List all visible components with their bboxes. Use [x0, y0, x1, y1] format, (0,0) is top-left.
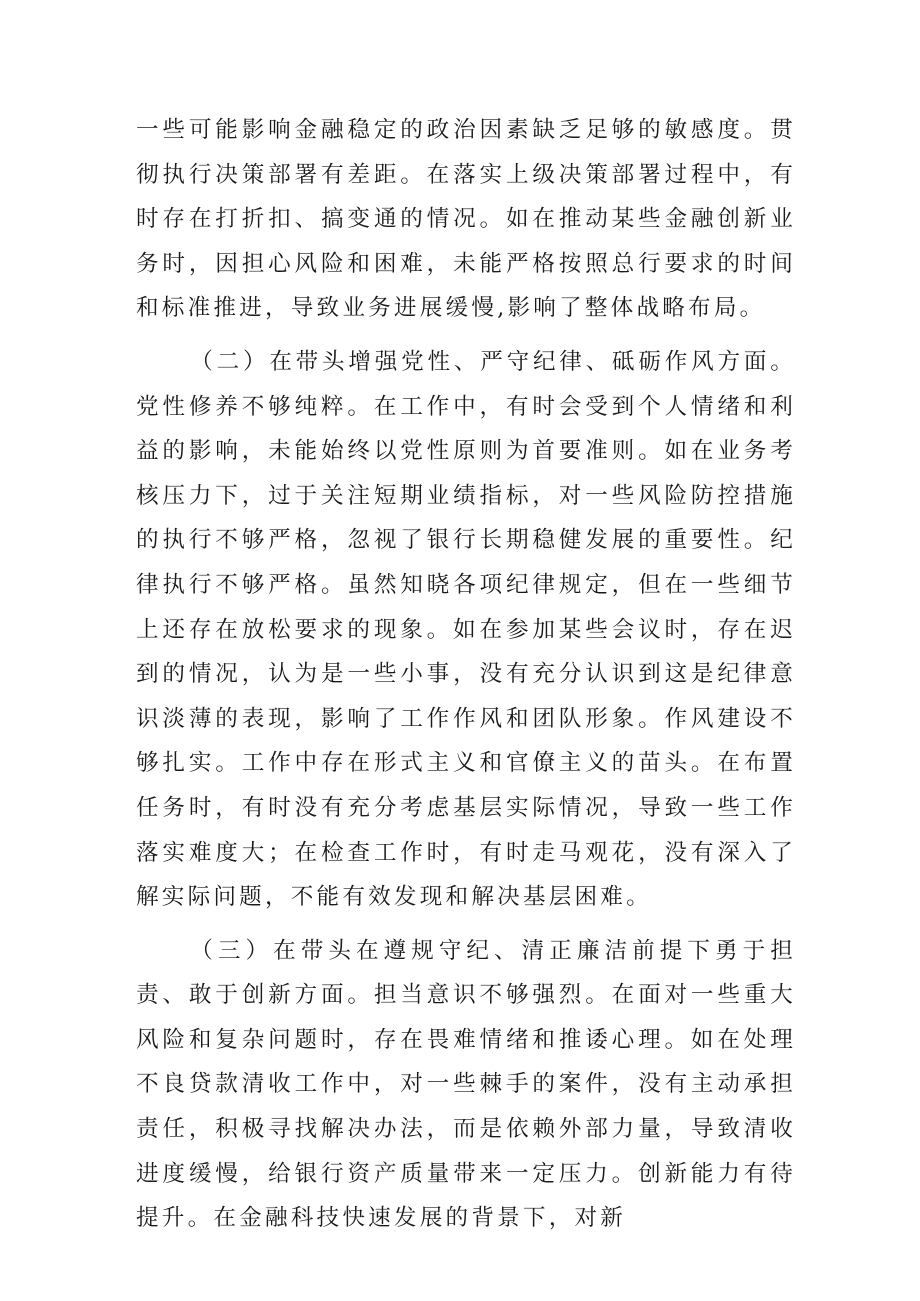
paragraph-2: （二）在带头增强党性、严守纪律、砥砺作风方面。党性修养不够纯粹。在工作中，有时会受到个人情绪和利益的影响，未能始终以党性原则为首要准则。如在业务考核压力下，过于关注短期业绩指标，对一些风险防控措施的执行不够严格，忽视了银行长期稳健发展的重要性。纪律执行不够严格。虽然知晓各项纪律规定，但在一些细节上还存在放松要求的现象。如在参加某些会议时，存在迟到的情况，认为是一些小事，没有充分认识到这是纪律意识淡薄的表现，影响了工作作风和团队形象。作风建设不够扎实。工作中存在形式主义和官僚主义的苗头。在布置任务时，有时没有充分考虑基层实际情况，导致一些工作落实难度大；在检查工作时，有时走马观花，没有深入了解实际问题，不能有效发现和解决基层困难。	[136, 348, 796, 911]
paragraph-1: 一些可能影响金融稳定的政治因素缺乏足够的敏感度。贯彻执行决策部署有差距。在落实上级决策部署过程中，有时存在打折扣、搞变通的情况。如在推动某些金融创新业务时，因担心风险和困难，未能严格按照总行要求的时间和标准推进，导致业务进展缓慢,影响了整体战略布局。	[136, 117, 796, 322]
paragraph-3: （三）在带头在遵规守纪、清正廉洁前提下勇于担责、敢于创新方面。担当意识不够强烈。在面对一些重大风险和复杂问题时，存在畏难情绪和推诿心理。如在处理不良贷款清收工作中，对一些棘手的案件，没有主动承担责任，积极寻找解决办法，而是依赖外部力量，导致清收进度缓慢，给银行资产质量带来一定压力。创新能力有待提升。在金融科技快速发展的背景下，对新	[136, 937, 796, 1232]
document-body	[136, 108, 796, 1250]
